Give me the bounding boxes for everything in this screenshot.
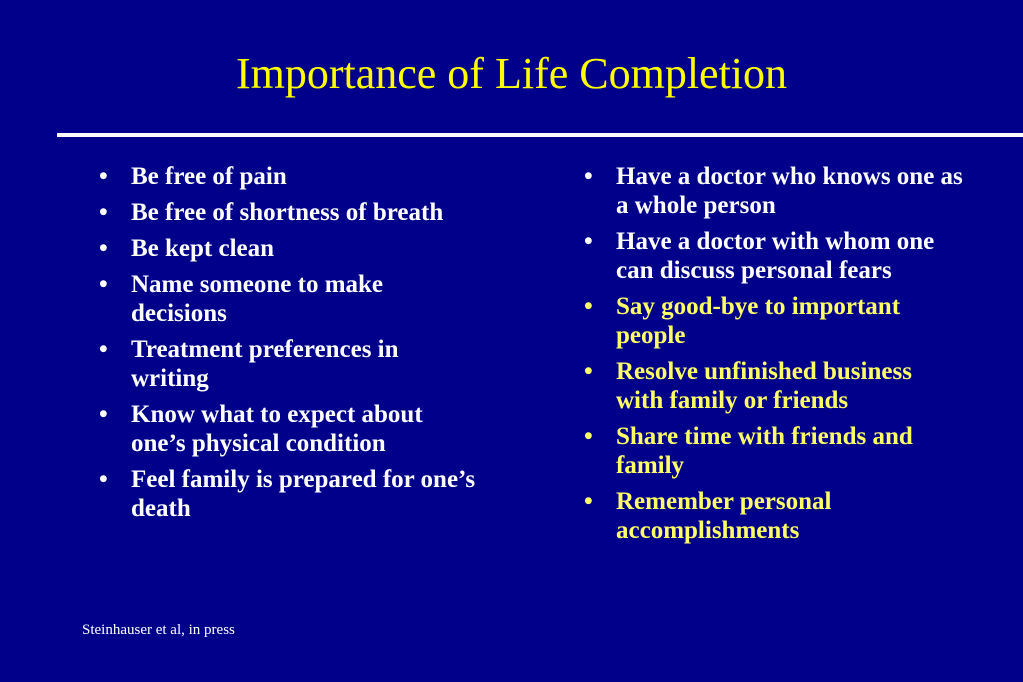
list-item — [99, 270, 479, 328]
list-item — [584, 422, 964, 480]
bullet-icon: • — [584, 358, 593, 385]
bullet-icon: • — [99, 336, 108, 363]
bullet-icon: • — [584, 423, 593, 450]
citation: Steinhauser et al, in press — [82, 622, 235, 638]
list-item-text: Share time with friends and family — [616, 423, 913, 479]
list-item-text: Have a doctor who knows one as a whole person — [616, 163, 963, 219]
list-item — [584, 357, 964, 415]
list-item-text: Be kept clean — [131, 235, 275, 262]
bullet-icon: • — [99, 199, 108, 226]
list-item-text: Say good-bye to important people — [616, 293, 901, 349]
list-item-text: Be free of pain — [131, 163, 287, 190]
list-item — [584, 487, 964, 545]
list-item-text: Name someone to make decisions — [131, 271, 384, 327]
title-divider — [57, 133, 1023, 137]
bullet-icon: • — [584, 163, 593, 190]
list-item-text: Have a doctor with whom one can discuss personal fears — [616, 228, 935, 284]
list-item — [99, 234, 479, 263]
list-item — [99, 400, 479, 458]
list-item — [99, 335, 479, 393]
list-item-text: Be free of shortness of breath — [131, 199, 444, 226]
slide-title: Importance of Life Completion — [235, 49, 788, 98]
list-item-text: Resolve unfinished business with family or friends — [616, 358, 912, 414]
bullet-icon: • — [584, 293, 593, 320]
list-item — [584, 227, 964, 285]
list-item-text: Remember personal accomplishments — [616, 488, 832, 544]
bullet-icon: • — [99, 466, 108, 493]
list-item — [99, 162, 479, 191]
bullet-icon: • — [584, 228, 593, 255]
list-item — [584, 292, 964, 350]
bullet-icon: • — [584, 488, 593, 515]
list-item-text: Treatment preferences in writing — [131, 336, 399, 392]
list-item-text: Know what to expect about one’s physical condition — [131, 401, 423, 457]
bullet-icon: • — [99, 163, 108, 190]
bullet-icon: • — [99, 235, 108, 262]
bullet-icon: • — [99, 271, 108, 298]
list-item — [99, 465, 479, 523]
list-item-text: Feel family is prepared for one’s death — [131, 466, 476, 522]
bullet-icon: • — [99, 401, 108, 428]
right-bullet-list — [584, 162, 964, 552]
left-bullet-list — [99, 162, 479, 530]
list-item — [99, 198, 479, 227]
list-item — [584, 162, 964, 220]
